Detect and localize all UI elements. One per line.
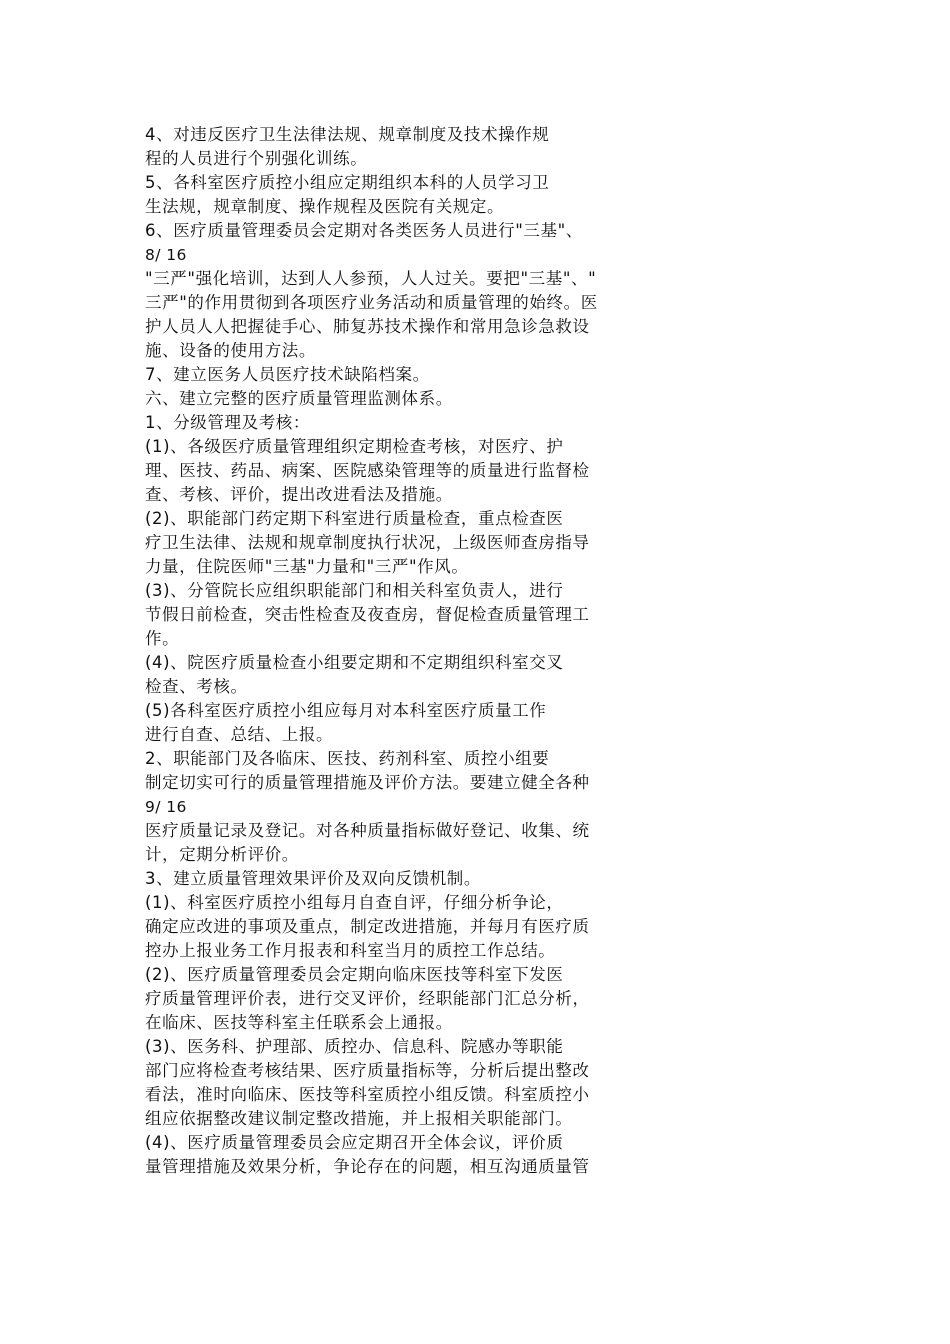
text-line: 进行自查、总结、上报。 bbox=[145, 725, 334, 744]
text-line: 医疗质量记录及登记。对各种质量指标做好登记、收集、统 bbox=[145, 821, 590, 840]
text-line: (1)、科室医疗质控小组每月自查自评，仔细分析争论， bbox=[145, 893, 564, 912]
text-line: 力量，住院医师"三基"力量和"三严"作风。 bbox=[145, 557, 469, 576]
text-line: 疗质量管理评价表，进行交叉评价，经职能部门汇总分析， bbox=[145, 989, 590, 1008]
text-line: 量管理措施及效果分析，争论存在的问题，相互沟通质量管 bbox=[145, 1157, 590, 1176]
text-line: 疗卫生法律、法规和规章制度执行状况，上级医师查房指导 bbox=[145, 533, 590, 552]
text-line: 查、考核、评价，提出改进看法及措施。 bbox=[145, 485, 453, 504]
text-line: (2)、医疗质量管理委员会定期向临床医技等科室下发医 bbox=[145, 965, 564, 984]
text-line: 节假日前检查，突击性检查及夜查房，督促检查质量管理工 bbox=[145, 605, 590, 624]
text-line: (2)、职能部门药定期下科室进行质量检查，重点检查医 bbox=[145, 509, 564, 528]
text-line: 制定切实可行的质量管理措施及评价方法。要建立健全各种 bbox=[145, 773, 590, 792]
document-body bbox=[145, 123, 665, 1179]
text-line: (4)、院医疗质量检查小组要定期和不定期组织科室交叉 bbox=[145, 653, 564, 672]
text-line: 在临床、医技等科室主任联系会上通报。 bbox=[145, 1013, 453, 1032]
text-line: 程的人员进行个别强化训练。 bbox=[145, 149, 368, 168]
text-line: 5、各科室医疗质控小组应定期组织本科的人员学习卫 bbox=[145, 173, 550, 192]
text-line: 六、建立完整的医疗质量管理监测体系。 bbox=[145, 389, 453, 408]
text-line: 7、建立医务人员医疗技术缺陷档案。 bbox=[145, 365, 430, 384]
text-line: 确定应改进的事项及重点，制定改进措施，并每月有医疗质 bbox=[145, 917, 590, 936]
text-line: 检查、考核。 bbox=[145, 677, 248, 696]
text-line: 看法，准时向临床、医技等科室质控小组反馈。科室质控小 bbox=[145, 1085, 590, 1104]
text-line: 计，定期分析评价。 bbox=[145, 845, 299, 864]
text-line: 部门应将检查考核结果、医疗质量指标等，分析后提出整改 bbox=[145, 1061, 590, 1080]
text-line: 4、对违反医疗卫生法律法规、规章制度及技术操作规 bbox=[145, 125, 550, 144]
text-line: 组应依据整改建议制定整改措施，并上报相关职能部门。 bbox=[145, 1109, 573, 1128]
text-line: 作。 bbox=[145, 629, 180, 648]
text-line: 护人员人人把握徒手心、肺复苏技术操作和常用急诊急救设 bbox=[145, 317, 590, 336]
page-number: 8/ 16 bbox=[145, 246, 187, 264]
text-line: 2、职能部门及各临床、医技、药剂科室、质控小组要 bbox=[145, 749, 550, 768]
text-line: 1、分级管理及考核： bbox=[145, 413, 310, 432]
text-line: 理、医技、药品、病案、医院感染管理等的质量进行监督检 bbox=[145, 461, 590, 480]
text-line: (3)、医务科、护理部、质控办、信息科、院感办等职能 bbox=[145, 1037, 564, 1056]
page-number: 9/ 16 bbox=[145, 798, 187, 816]
text-line: 三严"的作用贯彻到各项医疗业务活动和质量管理的始终。医 bbox=[145, 293, 598, 312]
text-line: (4)、医疗质量管理委员会应定期召开全体会议，评价质 bbox=[145, 1133, 564, 1152]
text-line: (1)、各级医疗质量管理组织定期检查考核，对医疗、护 bbox=[145, 437, 564, 456]
text-line: (5)各科室医疗质控小组应每月对本科室医疗质量工作 bbox=[145, 701, 547, 720]
text-line: (3)、分管院长应组织职能部门和相关科室负责人，进行 bbox=[145, 581, 564, 600]
text-line: 生法规，规章制度、操作规程及医院有关规定。 bbox=[145, 197, 505, 216]
text-line: "三严"强化培训，达到人人参预，人人过关。要把"三基"、" bbox=[145, 269, 597, 288]
text-line: 控办上报业务工作月报表和科室当月的质控工作总结。 bbox=[145, 941, 556, 960]
text-line: 施、设备的使用方法。 bbox=[145, 341, 316, 360]
text-line: 3、建立质量管理效果评价及双向反馈机制。 bbox=[145, 869, 481, 888]
text-line: 6、医疗质量管理委员会定期对各类医务人员进行"三基"、 bbox=[145, 221, 583, 240]
